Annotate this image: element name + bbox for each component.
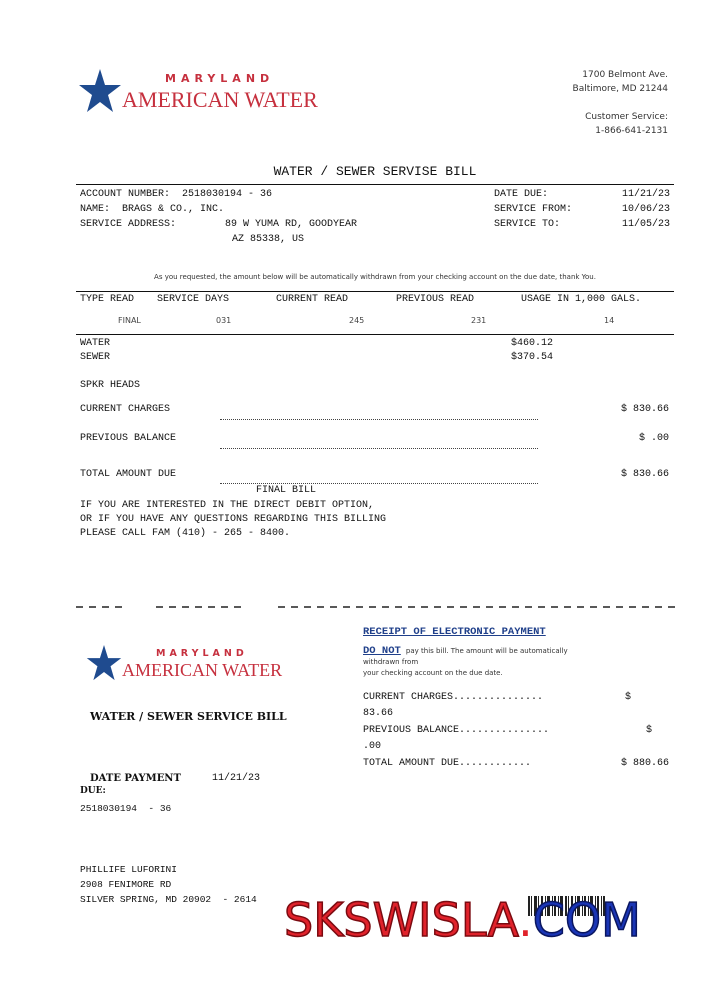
divider (76, 334, 674, 335)
receipt-amounts (363, 691, 669, 775)
cell-current-read: 245 (349, 316, 365, 325)
col-service-days: SERVICE DAYS (157, 294, 230, 305)
cell-previous-read: 231 (471, 316, 487, 325)
spkr-heads-label: SPKR HEADS (80, 380, 141, 391)
service-address-label: SERVICE ADDRESS: (80, 219, 177, 230)
mailing-address (80, 862, 257, 907)
logo-maryland-text: MARYLAND (165, 72, 275, 85)
payment-due-date: 11/21/23 (212, 773, 261, 784)
company-street: 1700 Belmont Ave. (582, 70, 668, 80)
receipt-current-dollar: $ (625, 692, 632, 703)
do-not-pay-notice (363, 642, 623, 679)
company-logo (78, 66, 318, 120)
logo-maryland-text: MARYLAND (156, 648, 248, 659)
previous-balance-label: PREVIOUS BALANCE (80, 433, 177, 444)
payment-due-label: DATE PAYMENT (90, 773, 181, 784)
watermark-dot: . (518, 893, 533, 947)
watermark-part2: COM (532, 893, 641, 947)
info-line: OR IF YOU HAVE ANY QUESTIONS REGARDING THIS BILLING (80, 514, 387, 525)
service-sewer-label: SEWER (80, 352, 111, 363)
logo-american-water-text: AMERICAN WATER (122, 87, 318, 112)
do-not-text: withdrawn from (363, 658, 419, 666)
stub-title: WATER / SEWER SERVICE BILL (90, 710, 287, 723)
account-info (80, 188, 670, 250)
service-from-value: 10/06/23 (621, 204, 670, 215)
receipt-previous-label: PREVIOUS BALANCE............... (363, 725, 550, 736)
info-line: IF YOU ARE INTERESTED IN THE DIRECT DEBIT OPTION, (80, 500, 375, 511)
final-bill-label: FINAL BILL (256, 485, 317, 496)
company-address (573, 68, 668, 138)
do-not-text: pay this bill. The amount will be automatically (405, 647, 568, 655)
stub-logo (86, 642, 286, 688)
mailing-name: PHILLIFE LUFORINI (80, 864, 177, 875)
do-not-text: your checking account on the due date. (363, 669, 503, 677)
name-label: NAME: (80, 204, 111, 215)
bill-title: WATER / SEWER SERVISE BILL (273, 164, 477, 179)
watermark-part1: SKSWISLA (284, 893, 519, 947)
service-sewer-amount: $370.54 (511, 352, 554, 363)
date-due-value: 11/21/23 (621, 189, 670, 200)
stub-account-number: 2518030194 - 36 (80, 803, 172, 814)
service-address-line1: 89 W YUMA RD, GOODYEAR (225, 219, 358, 230)
receipt-current-value: 83.66 (363, 708, 394, 719)
leader-dots (220, 419, 538, 420)
leader-dots (220, 448, 538, 449)
name-value: BRAGS & CO., INC. (122, 204, 225, 215)
service-water-amount: $460.12 (511, 338, 554, 349)
autopay-notice: As you requested, the amount below will be automatically withdrawn from your checking account on the due date, thank You. (154, 273, 596, 281)
cell-usage: 14 (604, 316, 615, 325)
current-charges-value: $ 830.66 (620, 404, 669, 415)
service-to-value: 11/05/23 (621, 219, 670, 230)
company-city: Baltimore, MD 21244 (572, 84, 668, 94)
col-current-read: CURRENT READ (276, 294, 349, 305)
receipt-title: RECEIPT OF ELECTRONIC PAYMENT (363, 626, 546, 638)
mailing-city: SILVER SPRING, MD 20902 - 2614 (80, 894, 257, 905)
divider (76, 184, 674, 185)
customer-service-label: Customer Service: (585, 112, 668, 122)
customer-service-phone: 1-866-641-2131 (595, 126, 668, 136)
cell-type-read: FINAL (118, 316, 141, 325)
usage-table-row (80, 316, 674, 328)
total-amount-value: $ 830.66 (620, 469, 669, 480)
logo-american-water-text: AMERICAN WATER (122, 660, 283, 680)
mailing-street: 2908 FENIMORE RD (80, 879, 172, 890)
account-number-value: 2518030194 - 36 (182, 189, 273, 200)
receipt-total-value: $ 880.66 (620, 758, 669, 769)
col-previous-read: PREVIOUS READ (396, 294, 475, 305)
previous-balance-value: $ .00 (638, 433, 669, 444)
current-charges-label: CURRENT CHARGES (80, 404, 171, 415)
col-usage: USAGE IN 1,000 GALS. (521, 294, 642, 305)
total-amount-label: TOTAL AMOUNT DUE (80, 469, 177, 480)
star-logo-icon (78, 68, 122, 114)
receipt-total-label: TOTAL AMOUNT DUE............ (363, 758, 532, 769)
service-from-label: SERVICE FROM: (494, 204, 573, 215)
date-due-label: DATE DUE: (494, 189, 549, 200)
receipt-previous-value: .00 (363, 741, 382, 752)
service-to-label: SERVICE TO: (494, 219, 561, 230)
tear-line (76, 604, 676, 610)
star-logo-icon (86, 644, 122, 682)
watermark (284, 892, 641, 948)
receipt-previous-dollar: $ (646, 725, 653, 736)
payment-due-label2: DUE: (80, 786, 106, 796)
usage-table-header (80, 294, 674, 308)
col-type-read: TYPE READ (80, 294, 135, 305)
info-text (80, 499, 386, 541)
do-not-label: DO NOT (363, 645, 401, 657)
receipt-current-label: CURRENT CHARGES............... (363, 692, 544, 703)
service-address-line2: AZ 85338, US (232, 234, 305, 245)
account-number-label: ACCOUNT NUMBER: (80, 189, 171, 200)
service-water-label: WATER (80, 338, 111, 349)
cell-service-days: 031 (216, 316, 232, 325)
info-line: PLEASE CALL FAM (410) - 265 - 8400. (80, 528, 291, 539)
leader-dots (220, 483, 538, 484)
divider (76, 291, 674, 292)
